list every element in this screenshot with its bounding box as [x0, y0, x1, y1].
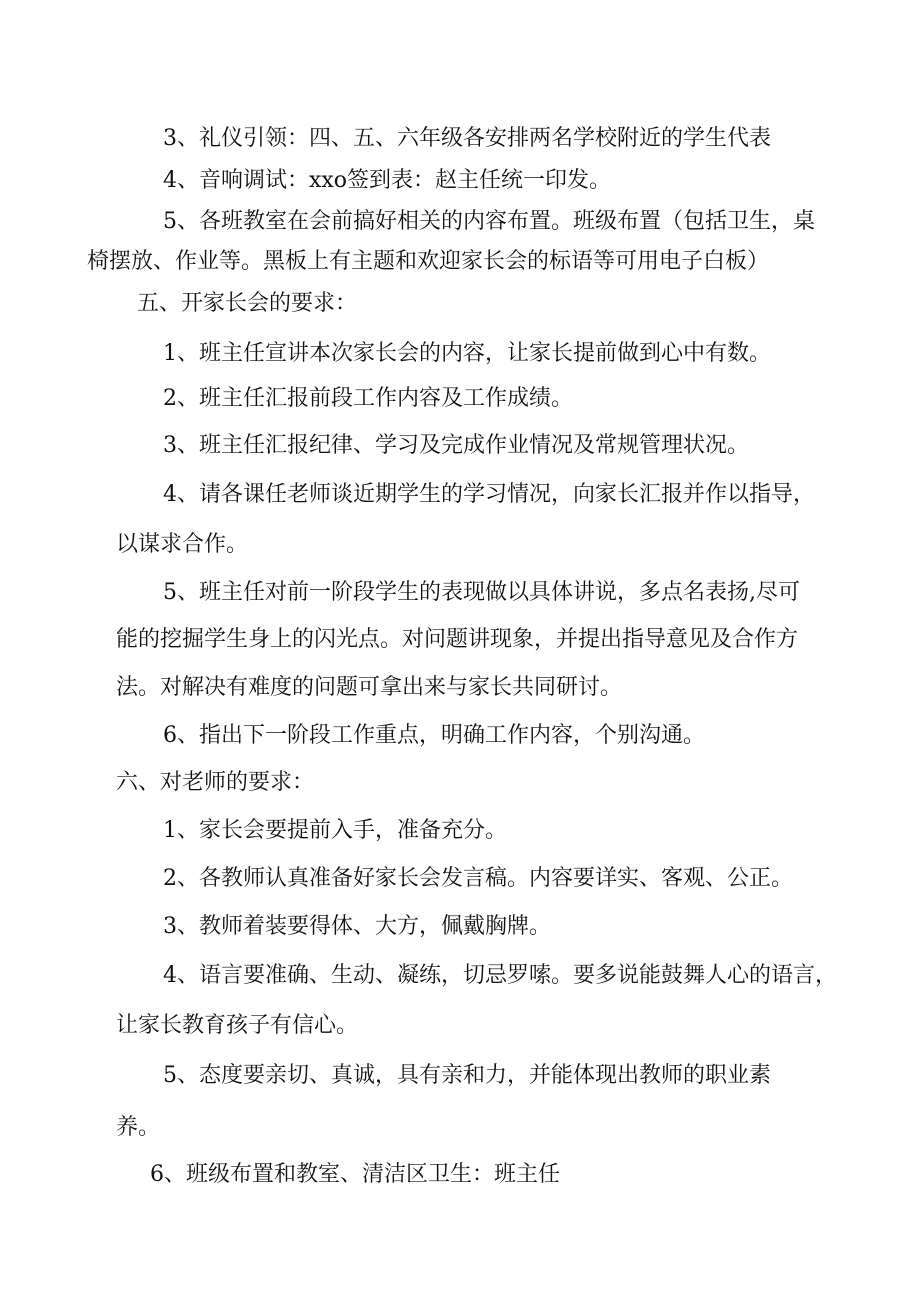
text-line: 3、教师着装要得体、大方，佩戴胸牌。 [163, 914, 551, 939]
text-line: 3、礼仪引领：四、五、六年级各安排两名学校附近的学生代表 [163, 126, 771, 151]
text-line: 4、请各课任老师谈近期学生的学习情况，向家长汇报并作以指导， [163, 482, 815, 507]
text-line: 5、班主任对前一阶段学生的表现做以具体讲说，多点名表扬,尽可 [163, 580, 800, 605]
text-line: 6、指出下一阶段工作重点，明确工作内容，个别沟通。 [163, 723, 705, 748]
text-line: 能的挖掘学生身上的闪光点。对问题讲现象，并提出指导意见及合作方 [116, 627, 799, 652]
text-line: 2、各教师认真准备好家长会发言稿。内容要详实、客观、公正。 [163, 866, 793, 891]
section-heading: 六、对老师的要求： [116, 770, 315, 795]
text-line: 法。对解决有难度的问题可拿出来与家长共同研讨。 [116, 675, 623, 700]
text-line: 1、家长会要提前入手，准备充分。 [163, 818, 507, 843]
text-line: 6、班级布置和教室、清洁区卫生：班主任 [150, 1162, 560, 1187]
text-line: 2、班主任汇报前段工作内容及工作成绩。 [163, 386, 573, 411]
text-line: 4、语言要准确、生动、凝练，切忌罗嗦。要多说能鼓舞人心的语言， [163, 963, 837, 988]
text-line: 5、各班教室在会前搞好相关的内容布置。班级布置（包括卫生，桌 [163, 209, 815, 234]
text-line: 让家长教育孩子有信心。 [116, 1013, 359, 1038]
text-line: 以谋求合作。 [116, 532, 249, 557]
section-heading: 五、开家长会的要求： [137, 291, 358, 316]
text-line: 4、音响调试：xxo签到表：赵主任统一印发。 [163, 168, 612, 193]
text-line: 养。 [116, 1115, 161, 1140]
text-line: 椅摆放、作业等。黑板上有主题和欢迎家长会的标语等可用电子白板） [87, 249, 770, 274]
text-line: 3、班主任汇报纪律、学习及完成作业情况及常规管理状况。 [163, 433, 749, 458]
text-line: 5、态度要亲切、真诚，具有亲和力，并能体现出教师的职业素 [163, 1063, 771, 1088]
text-line: 1、班主任宣讲本次家长会的内容，让家长提前做到心中有数。 [163, 341, 771, 366]
